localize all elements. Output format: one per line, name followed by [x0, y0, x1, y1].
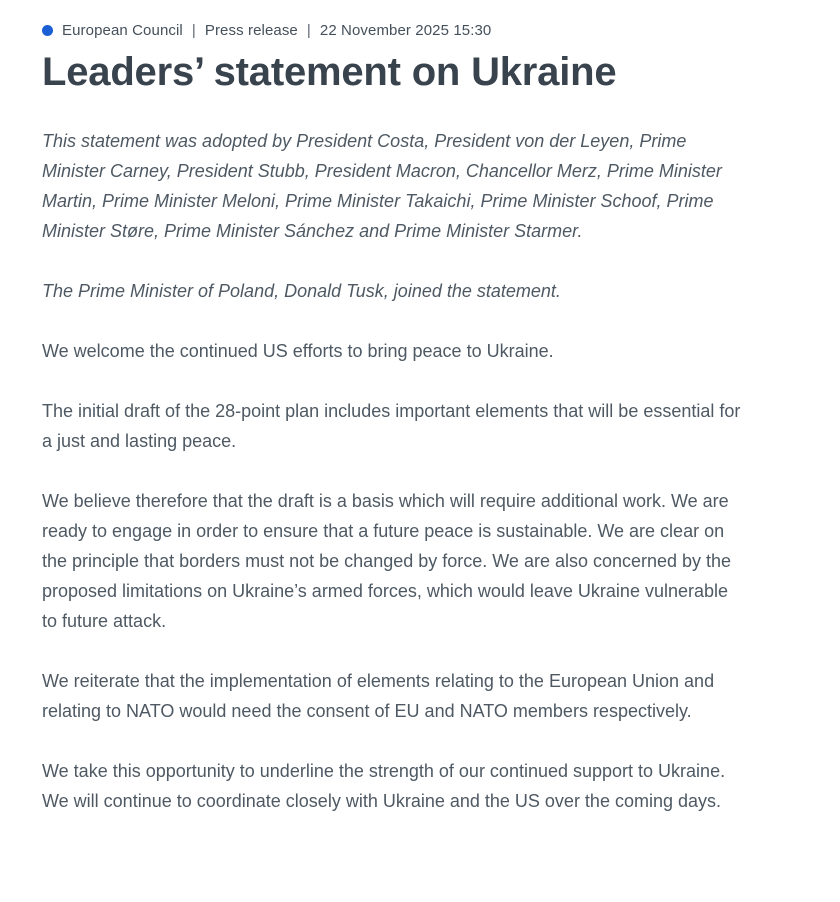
paragraph-continued-support: We take this opportunity to underline the strength of our continued support to Ukraine. We will continue to coordinate closely with Ukraine and the US over the coming days. [42, 761, 726, 812]
page-title: Leaders’ statement on Ukraine [42, 50, 617, 94]
paragraph-initial-draft: The initial draft of the 28-point plan includes important elements that will be essential for a just and lasting peace. [42, 401, 741, 452]
live-dot-icon [42, 25, 53, 36]
meta-type: Press release [204, 22, 298, 39]
paragraph-draft-basis: We believe therefore that the draft is a basis which will require additional work. We are ready to engage in order to ensure that a future peace is sustainable. We are clear on the principle that borders must not be changed by force. We are also concerned by the proposed limitations on Ukraine’s armed forces, which would leave Ukraine vulnerable to future attack. [42, 491, 732, 632]
meta-source: European Council [62, 22, 183, 39]
paragraph-welcome-us-efforts: We welcome the continued US efforts to bring peace to Ukraine. [42, 341, 554, 362]
paragraph-poland-joined: The Prime Minister of Poland, Donald Tusk, joined the statement. [42, 281, 561, 302]
meta-separator-icon: | [306, 22, 311, 39]
paragraph-adopted-by: This statement was adopted by President Costa, President von der Leyen, Prime Minister Carney, President Stubb, President Macron, Chancellor Merz, Prime Minister Martin, Prime Minister Meloni, Prime Minister Takaichi, Prime Minister Schoof, Prime Minister Støre, Prime Minister Sánchez and Prime Minister Starmer. [42, 131, 722, 242]
meta-datetime: 22 November 2025 15:30 [319, 22, 492, 39]
meta-line [42, 22, 792, 39]
paragraph-eu-nato-consent: We reiterate that the implementation of elements relating to the European Union and relating to NATO would need the consent of EU and NATO members respectively. [42, 671, 715, 722]
meta-separator-icon: | [191, 22, 196, 39]
article-body [42, 126, 748, 816]
